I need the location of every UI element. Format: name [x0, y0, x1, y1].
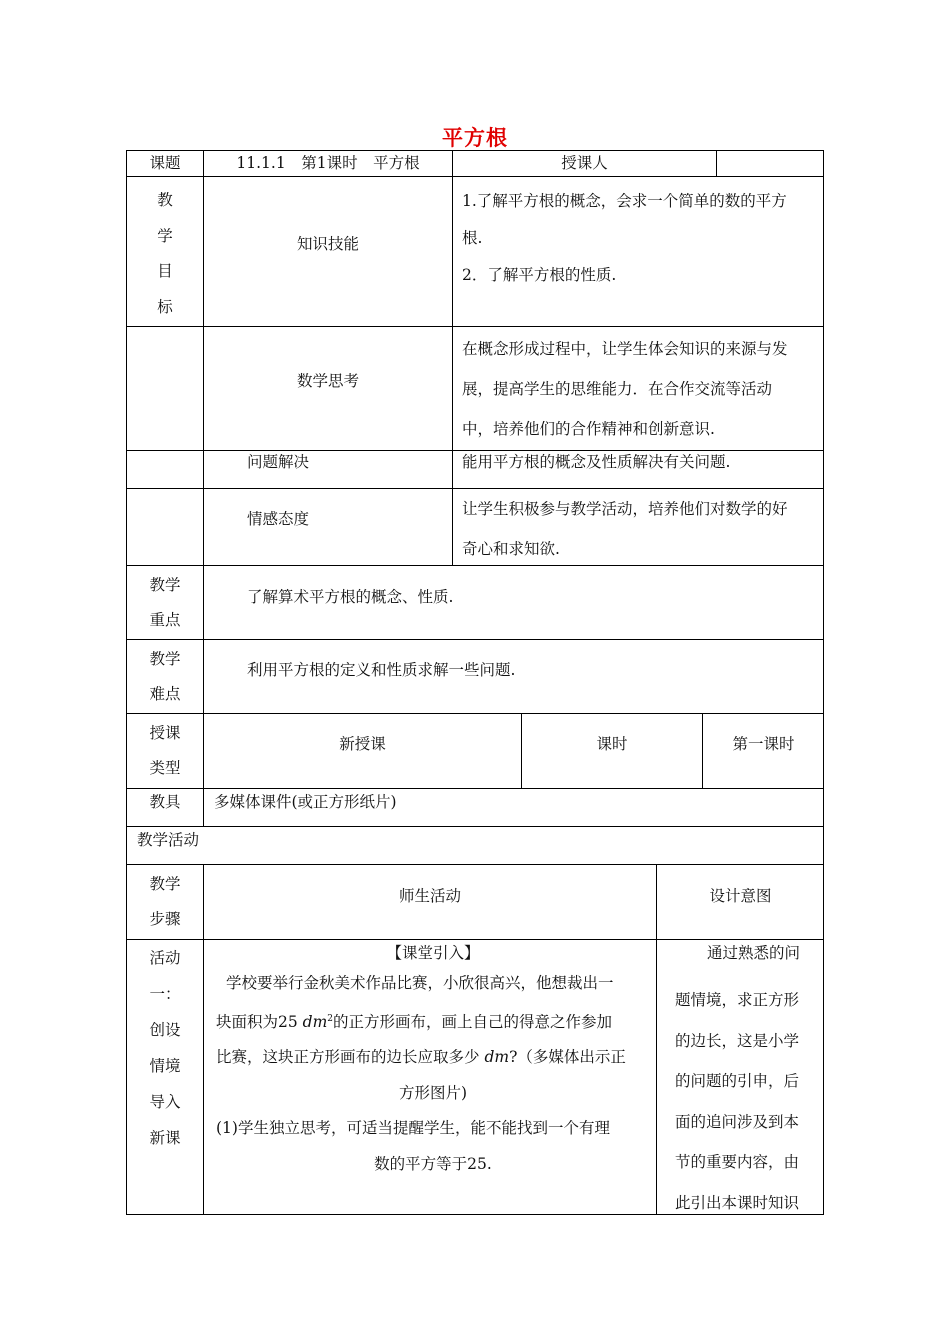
period-label: 课时: [521, 713, 702, 788]
activities-label: 教学活动: [126, 826, 824, 864]
tools-label: 教具: [126, 788, 203, 826]
objective-name-problem-solving: 问题解决: [203, 450, 452, 488]
activity1-design: 通过熟悉的问 题情境，求正方形 的边长，这是小学 的问题的引申，后 面的追问涉及到本 节的重要内容，由 此引出本课时知识: [656, 939, 824, 1215]
objective-content-problem-solving: 能用平方根的概念及性质解决有关问题.: [452, 450, 824, 488]
lesson-plan-table: [126, 150, 824, 1215]
objective-content-attitude: 让学生积极参与教学活动，培养他们对数学的好 奇心和求知欲.: [452, 488, 824, 565]
teacher-value: [716, 150, 824, 176]
activity1-content: [203, 939, 656, 1215]
lesson-type-value: 新授课: [203, 713, 521, 788]
objectives-label: 教 学 目 标: [126, 176, 203, 326]
activity1-heading: 【课堂引入】: [386, 944, 480, 962]
objective-content-math-thinking: 在概念形成过程中，让学生体会知识的来源与发 展，提高学生的思维能力．在合作交流等活动 中，培养他们的合作精神和创新意识.: [452, 326, 824, 450]
teacher-label: 授课人: [452, 150, 716, 176]
difficulty-content: 利用平方根的定义和性质求解一些问题.: [203, 639, 824, 713]
activity1-para1-line2: 块面积为25 $dm^2$的正方形画布，画上自己的得意之作参加: [216, 1012, 613, 1031]
key-point-label: 教学 重点: [126, 565, 203, 639]
activity1-para2-line1: (1)学生独立思考，可适当提醒学生，能不能找到一个有理: [216, 1119, 610, 1138]
topic-label: 课题: [126, 150, 203, 176]
objective-name-knowledge: 知识技能: [203, 176, 452, 326]
objective-content-knowledge: 1.了解平方根的概念，会求一个简单的数的平方 根. 2．了解平方根的性质.: [452, 176, 824, 326]
period-value: 第一课时: [702, 713, 824, 788]
objectives-label-blank: [126, 450, 203, 488]
objectives-label-blank: [126, 488, 203, 565]
activity1-para1-line4: 方形图片): [398, 1083, 468, 1102]
activity1-para1-line3: 比赛，这块正方形画布的边长应取多少 dm?（多媒体出示正: [216, 1048, 626, 1067]
lesson-type-label: 授课 类型: [126, 713, 203, 788]
objective-name-attitude: 情感态度: [203, 488, 452, 565]
activity1-label: 活动 一： 创设 情境 导入 新课: [126, 939, 203, 1215]
activity1-para2-line2: 数的平方等于25.: [374, 1154, 492, 1173]
design-header: 设计意图: [656, 864, 824, 939]
steps-label: 教学 步骤: [126, 864, 203, 939]
objective-name-math-thinking: 数学思考: [203, 326, 452, 450]
difficulty-label: 教学 难点: [126, 639, 203, 713]
objectives-label-blank: [126, 326, 203, 450]
page-title: 平方根: [442, 126, 508, 150]
teacher-student-header: 师生活动: [203, 864, 656, 939]
activity1-para1-line1: 学校要举行金秋美术作品比赛，小欣很高兴，他想裁出一: [226, 974, 614, 992]
tools-value: 多媒体课件(或正方形纸片): [203, 788, 824, 826]
topic-value: 11.1.1 第1课时 平方根: [203, 150, 452, 176]
key-point-content: 了解算术平方根的概念、性质.: [203, 565, 824, 639]
